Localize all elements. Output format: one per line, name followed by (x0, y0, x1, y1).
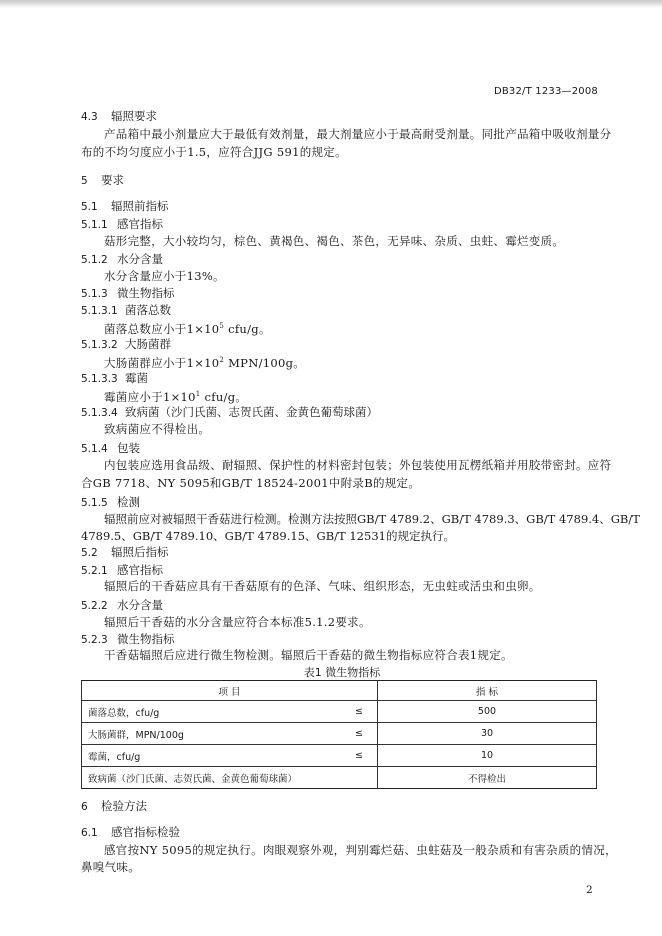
row-value: 500 (378, 701, 597, 723)
heading-5-1-3-4 (81, 404, 378, 421)
heading-5-2-3 (81, 631, 175, 648)
section-number: 6.1 (81, 827, 98, 839)
heading-5 (81, 172, 124, 189)
section-title: 微生物指标 (117, 632, 175, 646)
section-number: 5.1.3 (81, 288, 108, 300)
paragraph-5-1-3-1 (104, 318, 271, 337)
row-item: 致病菌（沙门氏菌、志贺氏菌、金黄色葡萄球菌） (82, 767, 344, 789)
section-title: 水分含量 (117, 252, 163, 266)
scan-edge-shadow (0, 0, 662, 8)
heading-5-1-5 (81, 494, 140, 511)
heading-5-1 (81, 198, 169, 215)
paragraph-4-3-line-1: 产品箱中最小剂量应大于最低有效剂量，最大剂量应小于最高耐受剂量。同批产品箱中吸收剂量分 (104, 127, 612, 141)
header-item: 项 目 (82, 681, 378, 701)
section-title: 辐照后指标 (111, 545, 169, 559)
section-title: 微生物指标 (117, 286, 175, 300)
paragraph-5-1-5-line-1: 辐照前应对被辐照干香菇进行检测。检测方法按照GB/T 4789.2、GB/T 4789.3、GB/T 4789.4、GB/T (104, 512, 640, 526)
heading-5-2 (81, 544, 169, 561)
paragraph-6-1-line-1: 感官按NY 5095的规定执行。肉眼观察外观，判别霉烂菇、虫蛀菇及一般杂质和有害杂质的情况， (104, 843, 617, 857)
text: MPN/100g。 (224, 355, 306, 370)
paragraph-5-1-3-4: 致病菌应不得检出。 (104, 422, 211, 436)
row-symbol (344, 767, 378, 789)
table-row (82, 701, 597, 723)
heading-5-1-2 (81, 251, 163, 268)
heading-5-2-1 (81, 562, 163, 579)
heading-6 (81, 798, 147, 815)
section-number: 5.1.1 (81, 219, 108, 231)
microbial-index-table (81, 680, 597, 789)
document-code: DB32/T 1233—2008 (493, 86, 598, 97)
section-number: 5.1 (81, 201, 98, 213)
row-value: 10 (378, 745, 597, 767)
table-header-row (82, 681, 597, 701)
row-symbol: ≤ (344, 701, 378, 723)
heading-5-1-3-3 (81, 370, 148, 387)
heading-5-1-3-2 (81, 336, 171, 353)
section-number: 6 (81, 801, 88, 813)
paragraph-5-1-3-2 (104, 352, 305, 371)
exponent: 5 (219, 322, 225, 330)
section-number: 5.2.3 (81, 634, 108, 646)
section-title: 水分含量 (117, 598, 163, 612)
text: 霉菌应小于1×10 (104, 389, 196, 404)
table-caption: 表1 微生物指标 (303, 666, 381, 679)
section-title: 致病菌（沙门氏菌、志贺氏菌、金黄色葡萄球菌） (125, 405, 378, 419)
section-number: 5.1.3.3 (81, 373, 118, 385)
section-number: 5 (81, 175, 88, 187)
section-number: 5.1.3.4 (81, 407, 118, 419)
table-row (82, 767, 597, 789)
text: cfu/g。 (200, 389, 248, 404)
section-number: 5.1.3.1 (81, 305, 118, 317)
heading-5-1-4 (81, 440, 140, 457)
paragraph-5-1-5-line-2: 4789.5、GB/T 4789.10、GB/T 4789.15、GB/T 12531的规定执行。 (81, 529, 455, 543)
row-symbol: ≤ (344, 723, 378, 745)
paragraph-5-2-1: 辐照后的干香菇应具有干香菇原有的色泽、气味、组织形态，无虫蛀或活虫和虫卵。 (104, 579, 541, 593)
exponent: 1 (195, 390, 201, 398)
section-title: 要求 (101, 173, 124, 187)
section-title: 感官指标 (117, 563, 163, 577)
section-number: 5.2.1 (81, 565, 108, 577)
row-item: 霉菌，cfu/g (82, 745, 344, 767)
heading-4-3 (81, 108, 157, 125)
section-title: 感官指标 (117, 217, 163, 231)
row-item: 菌落总数，cfu/g (82, 701, 344, 723)
header-value: 指 标 (378, 681, 597, 701)
row-value: 30 (378, 723, 597, 745)
heading-6-1 (81, 824, 180, 841)
section-title: 包装 (117, 441, 140, 455)
row-symbol: ≤ (344, 745, 378, 767)
paragraph-4-3-line-2: 布的不均匀度应小于1.5，应符合JJG 591的规定。 (81, 145, 347, 159)
exponent: 2 (219, 356, 225, 364)
text: 大肠菌群应小于1×10 (104, 355, 220, 370)
text: cfu/g。 (224, 321, 271, 336)
section-number: 5.2 (81, 547, 98, 559)
row-value: 不得检出 (378, 767, 597, 789)
section-title: 检测 (117, 495, 140, 509)
section-title: 辐照前指标 (111, 199, 169, 213)
section-number: 5.1.4 (81, 443, 108, 455)
paragraph-6-1-line-2: 鼻嗅气味。 (81, 860, 140, 874)
section-title: 检验方法 (101, 799, 147, 813)
section-number: 5.1.5 (81, 497, 108, 509)
row-item: 大肠菌群，MPN/100g (82, 723, 344, 745)
paragraph-5-1-2: 水分含量应小于13%。 (104, 269, 225, 283)
paragraph-5-1-4-line-1: 内包装应选用食品级、耐辐照、保护性的材料密封包装；外包装使用瓦楞纸箱并用胶带密封。应符 (104, 458, 612, 472)
section-number: 5.1.2 (81, 254, 108, 266)
table-row (82, 723, 597, 745)
page-number: 2 (586, 884, 593, 896)
section-title: 感官指标检验 (111, 825, 180, 839)
paragraph-5-2-3: 干香菇辐照后应进行微生物检测。辐照后干香菇的微生物指标应符合表1规定。 (104, 648, 513, 662)
section-title: 霉菌 (125, 371, 148, 385)
table-row (82, 745, 597, 767)
section-number: 5.1.3.2 (81, 339, 118, 351)
text: 菌落总数应小于1×10 (104, 321, 220, 336)
section-number: 4.3 (81, 111, 98, 123)
section-title: 大肠菌群 (125, 337, 171, 351)
paragraph-5-1-1: 菇形完整，大小较均匀，棕色、黄褐色、褐色、茶色，无异味、杂质、虫蛀、霉烂变质。 (104, 234, 565, 248)
heading-5-2-2 (81, 597, 163, 614)
heading-5-1-3-1 (81, 302, 171, 319)
heading-5-1-3 (81, 285, 175, 302)
paragraph-5-1-3-3 (104, 386, 247, 405)
section-number: 5.2.2 (81, 600, 108, 612)
heading-5-1-1 (81, 216, 163, 233)
paragraph-5-1-4-line-2: 合GB 7718、NY 5095和GB/T 18524-2001中附录B的规定。 (81, 476, 421, 490)
paragraph-5-2-2: 辐照后干香菇的水分含量应符合本标准5.1.2要求。 (104, 615, 371, 629)
section-title: 辐照要求 (111, 109, 157, 123)
section-title: 菌落总数 (125, 303, 171, 317)
